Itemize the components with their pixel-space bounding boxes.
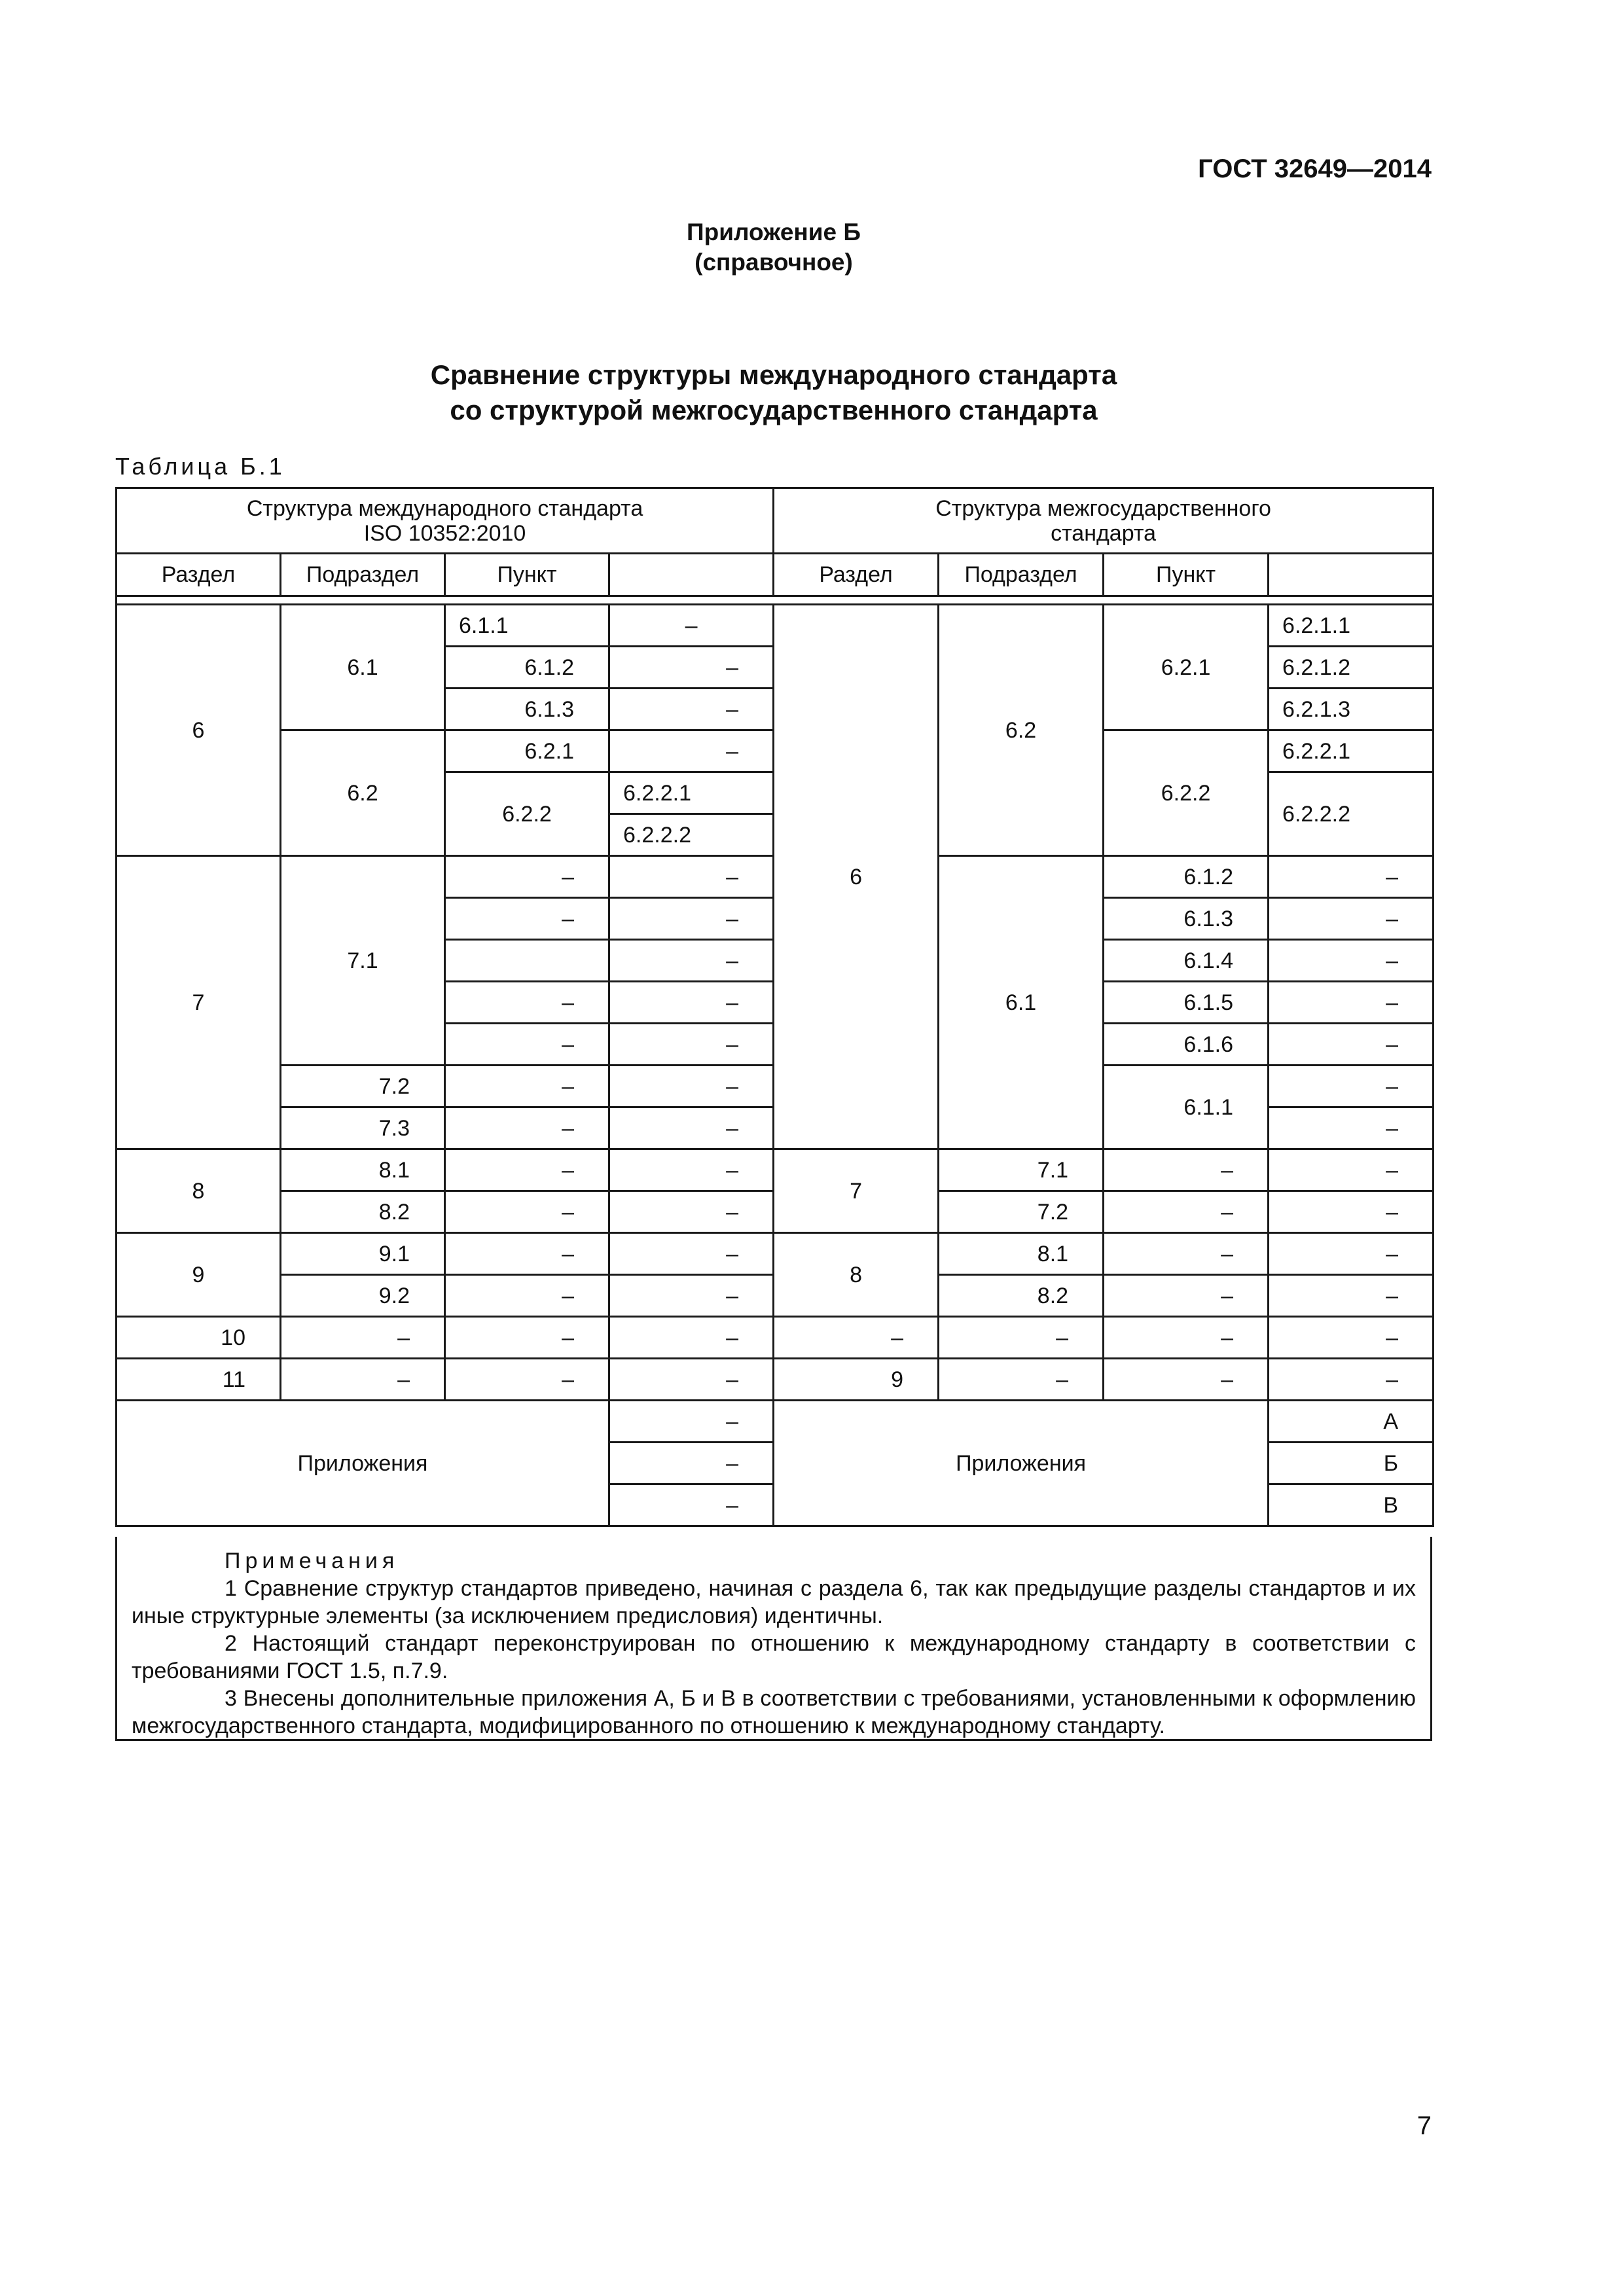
cell-r-item: 6.2.1.1	[1269, 605, 1434, 647]
cell-l-subsection: 8.1	[281, 1149, 445, 1191]
cell-l-clause: –	[445, 1275, 609, 1317]
cell-l-clause: 6.1.1	[445, 605, 609, 647]
cell-l-dash: –	[609, 1066, 774, 1107]
cell-r-section: –	[774, 1317, 939, 1359]
cell-l-clause: –	[445, 1024, 609, 1066]
cell-r-clause: –	[1104, 1233, 1269, 1275]
cell-l-clause: –	[445, 898, 609, 940]
table-row	[117, 1233, 1434, 1275]
cell-r-dash: –	[1269, 856, 1434, 898]
cell-l-appendix: –	[609, 1484, 774, 1526]
cell-l-clause-empty	[445, 940, 609, 982]
table-notes	[115, 1537, 1432, 1741]
table-caption: Таблица Б.1	[115, 453, 285, 480]
note-3: 3 Внесены дополнительные приложения А, Б и В в соответствии с требованиями, установленными к оформлению межгосударственного стандарта, модифицированного по отношению к международному стандарту.	[132, 1686, 1416, 1738]
cell-r-dash: –	[1269, 1024, 1434, 1066]
table-row	[117, 605, 1434, 647]
cell-r-dash: –	[1269, 1107, 1434, 1149]
cell-r-clause: 6.2.2	[1104, 730, 1269, 856]
document-code: ГОСТ 32649—2014	[1198, 154, 1432, 183]
cell-r-subsection: –	[939, 1317, 1104, 1359]
cell-l-subsection: 7.3	[281, 1107, 445, 1149]
cell-l-clause: –	[445, 856, 609, 898]
cell-l-subsection: 9.1	[281, 1233, 445, 1275]
cell-l-subsection: –	[281, 1359, 445, 1401]
cell-l-clause: –	[445, 982, 609, 1024]
cell-r-dash: –	[1269, 1359, 1434, 1401]
col-header-section: Раздел	[774, 554, 939, 596]
page-number: 7	[1416, 2111, 1432, 2140]
cell-r-clause: –	[1104, 1149, 1269, 1191]
group-header-row	[117, 488, 1434, 554]
cell-l-clause: 6.1.3	[445, 689, 609, 730]
cell-r-dash: –	[1269, 1191, 1434, 1233]
header-gap	[117, 596, 1434, 605]
cell-l-section: 10	[117, 1317, 281, 1359]
col-header-clause: Пункт	[1104, 554, 1269, 596]
cell-l-section: 9	[117, 1233, 281, 1317]
cell-l-appendix: –	[609, 1443, 774, 1484]
column-header-row	[117, 554, 1434, 596]
col-header-section: Раздел	[117, 554, 281, 596]
page-title-line-1: Сравнение структуры международного стандарта	[430, 359, 1117, 390]
cell-l-clause: –	[445, 1317, 609, 1359]
right-group-header	[774, 488, 1434, 554]
cell-r-section: 9	[774, 1359, 939, 1401]
left-group-line-1: Структура международного стандарта	[246, 495, 643, 521]
cell-l-dash: –	[609, 1233, 774, 1275]
cell-l-clause: –	[445, 1359, 609, 1401]
cell-r-item: 6.2.2.2	[1269, 772, 1434, 856]
cell-l-clause: –	[445, 1191, 609, 1233]
cell-l-dash: –	[609, 982, 774, 1024]
cell-r-item: 6.2.1.3	[1269, 689, 1434, 730]
cell-l-section: 11	[117, 1359, 281, 1401]
cell-l-clause: –	[445, 1107, 609, 1149]
cell-r-clause: 6.2.1	[1104, 605, 1269, 730]
right-group-line-1: Структура межгосударственного	[935, 495, 1271, 521]
cell-l-dash: –	[609, 1149, 774, 1191]
cell-r-clause: 6.1.1	[1104, 1066, 1269, 1149]
cell-l-dash: –	[609, 647, 774, 689]
cell-r-clause: –	[1104, 1359, 1269, 1401]
cell-l-subsection: 9.2	[281, 1275, 445, 1317]
col-header-clause: Пункт	[445, 554, 609, 596]
cell-r-subsection: 6.1	[939, 856, 1104, 1149]
notes-heading: Примечания	[225, 1549, 399, 1573]
cell-l-dash: –	[609, 1359, 774, 1401]
cell-l-subsection: 6.2	[281, 730, 445, 856]
cell-r-dash: –	[1269, 898, 1434, 940]
cell-r-subsection: 7.1	[939, 1149, 1104, 1191]
cell-l-clause: 6.2.2	[445, 772, 609, 856]
table-row	[117, 1149, 1434, 1191]
cell-r-clause: 6.1.4	[1104, 940, 1269, 982]
cell-r-item: 6.2.1.2	[1269, 647, 1434, 689]
left-group-header	[117, 488, 774, 554]
note-1: 1 Сравнение структур стандартов приведено, начиная с раздела 6, так как предыдущие разделы стандартов и их иные структурные элементы (за исключением предисловия) идентичны.	[132, 1576, 1416, 1628]
cell-r-clause: 6.1.3	[1104, 898, 1269, 940]
right-group-line-2: стандарта	[1051, 520, 1156, 546]
cell-l-dash: –	[609, 689, 774, 730]
annex-status: (справочное)	[695, 249, 853, 276]
left-group-line-2: ISO 10352:2010	[363, 520, 526, 546]
cell-l-dash: –	[609, 1024, 774, 1066]
cell-r-item: 6.2.2.1	[1269, 730, 1434, 772]
cell-r-appendix: Б	[1269, 1443, 1434, 1484]
cell-r-subsection: 6.2	[939, 605, 1104, 856]
cell-l-subsection: 8.2	[281, 1191, 445, 1233]
cell-r-subsection: –	[939, 1359, 1104, 1401]
cell-l-section: 6	[117, 605, 281, 856]
right-appendices-label: Приложения	[774, 1401, 1269, 1526]
cell-r-dash: –	[1269, 1233, 1434, 1275]
cell-r-clause: –	[1104, 1275, 1269, 1317]
note-2: 2 Настоящий стандарт переконструирован по отношению к международному стандарту в соответствии с требованиями ГОСТ 1.5, п.7.9.	[132, 1631, 1416, 1683]
cell-r-dash: –	[1269, 940, 1434, 982]
cell-r-appendix: В	[1269, 1484, 1434, 1526]
cell-l-clause: –	[445, 1066, 609, 1107]
table-row	[117, 1359, 1434, 1401]
cell-r-clause: 6.1.2	[1104, 856, 1269, 898]
cell-l-clause: 6.2.1	[445, 730, 609, 772]
cell-l-dash: –	[609, 940, 774, 982]
cell-l-dash: –	[609, 1191, 774, 1233]
cell-l-dash: –	[609, 856, 774, 898]
col-header-empty	[609, 554, 774, 596]
comparison-table	[115, 487, 1434, 1527]
cell-r-section: 7	[774, 1149, 939, 1233]
cell-r-subsection: 7.2	[939, 1191, 1104, 1233]
cell-r-clause: 6.1.5	[1104, 982, 1269, 1024]
cell-r-dash: –	[1269, 982, 1434, 1024]
cell-l-subsection: 6.1	[281, 605, 445, 730]
table-row	[117, 1317, 1434, 1359]
cell-l-subsection: 7.2	[281, 1066, 445, 1107]
cell-l-clause: –	[445, 1233, 609, 1275]
cell-r-section: 8	[774, 1233, 939, 1317]
cell-l-item: 6.2.2.1	[609, 772, 774, 814]
cell-l-section: 7	[117, 856, 281, 1149]
annex-title: Приложение Б	[687, 219, 861, 245]
cell-l-dash: –	[609, 1317, 774, 1359]
cell-r-subsection: 8.1	[939, 1233, 1104, 1275]
cell-l-clause: 6.1.2	[445, 647, 609, 689]
cell-r-section: 6	[774, 605, 939, 1149]
cell-l-subsection: –	[281, 1317, 445, 1359]
page-title-line-2: со структурой межгосударственного стандарта	[450, 395, 1098, 425]
cell-l-subsection: 7.1	[281, 856, 445, 1066]
annex-heading	[0, 217, 1547, 278]
cell-l-dash: –	[609, 898, 774, 940]
cell-l-section: 8	[117, 1149, 281, 1233]
cell-l-clause: –	[445, 1149, 609, 1191]
left-appendices-label: Приложения	[117, 1401, 609, 1526]
page-title	[0, 357, 1547, 428]
header-gap-row	[117, 596, 1434, 605]
cell-r-dash: –	[1269, 1275, 1434, 1317]
appendix-row	[117, 1401, 1434, 1443]
cell-r-clause: –	[1104, 1317, 1269, 1359]
cell-r-appendix: А	[1269, 1401, 1434, 1443]
cell-r-dash: –	[1269, 1066, 1434, 1107]
col-header-empty	[1269, 554, 1434, 596]
col-header-subsection: Подраздел	[281, 554, 445, 596]
cell-l-dash: –	[609, 605, 774, 647]
cell-r-clause: 6.1.6	[1104, 1024, 1269, 1066]
cell-r-subsection: 8.2	[939, 1275, 1104, 1317]
col-header-subsection: Подраздел	[939, 554, 1104, 596]
cell-r-dash: –	[1269, 1317, 1434, 1359]
cell-r-clause: –	[1104, 1191, 1269, 1233]
cell-l-dash: –	[609, 730, 774, 772]
cell-l-item: 6.2.2.2	[609, 814, 774, 856]
cell-l-dash: –	[609, 1275, 774, 1317]
cell-r-dash: –	[1269, 1149, 1434, 1191]
cell-l-appendix: –	[609, 1401, 774, 1443]
cell-l-dash: –	[609, 1107, 774, 1149]
